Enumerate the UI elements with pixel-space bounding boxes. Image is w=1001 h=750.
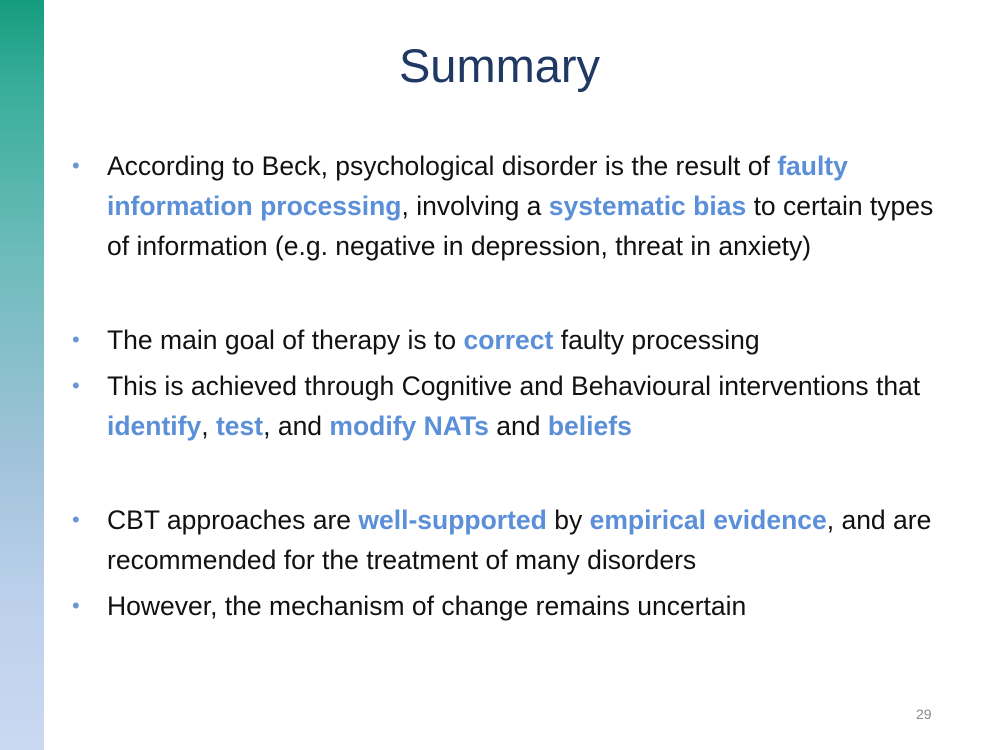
- bullet-4-text: [107, 505, 931, 575]
- highlight-term: modify NATs: [329, 411, 489, 441]
- bullet-text-part: by: [546, 505, 590, 535]
- bullet-item-2: [72, 320, 952, 360]
- bullet-1-text: [107, 151, 933, 261]
- bullet-text-part: The main goal of therapy is to: [107, 325, 464, 355]
- highlight-term: well-supported: [358, 505, 547, 535]
- bullet-text-part: This is achieved through Cognitive and Behavioural interventions that: [107, 371, 921, 401]
- bullet-text-part: CBT approaches are: [107, 505, 359, 535]
- bullet-text-part: , and are recommended for the treatment of many disorders: [107, 505, 932, 575]
- slide-title: Summary: [398, 39, 601, 92]
- highlight-term: empirical evidence: [589, 505, 827, 535]
- highlight-term: beliefs: [547, 411, 632, 441]
- bullet-5-text: [107, 591, 746, 621]
- bullet-text-part: , and: [263, 411, 330, 441]
- bullet-item-1: [72, 146, 952, 266]
- highlight-term: test: [215, 411, 264, 441]
- side-gradient-bar: [0, 0, 44, 750]
- bullet-2-text: [107, 325, 760, 355]
- highlight-term: faulty information processing: [107, 151, 848, 221]
- page-number: 29: [916, 706, 932, 722]
- bullet-list: [72, 146, 952, 626]
- bullet-text-part: and: [488, 411, 548, 441]
- bullet-text-part: , involving a: [401, 191, 549, 221]
- bullet-text-part: According to Beck, psychological disorder is the result of: [107, 151, 778, 181]
- bullet-text-part: to certain types of information (e.g. negative in depression, threat in anxiety): [107, 191, 934, 261]
- bullet-item-3: [72, 366, 952, 446]
- bullet-spacer: [72, 266, 952, 320]
- bullet-text-part: However, the mechanism of change remains uncertain: [107, 591, 747, 621]
- bullet-item-5: [72, 586, 952, 626]
- bullet-marker: •: [72, 593, 80, 618]
- highlight-term: systematic bias: [548, 191, 747, 221]
- bullet-3-text: [107, 371, 920, 441]
- bullet-text-part: ,: [201, 411, 216, 441]
- bullet-marker: •: [72, 373, 80, 398]
- bullet-marker: •: [72, 327, 80, 352]
- bullet-item-4: [72, 500, 952, 580]
- highlight-term: identify: [107, 411, 202, 441]
- highlight-term: correct: [463, 325, 554, 355]
- bullet-spacer: [72, 446, 952, 500]
- bullet-text-part: faulty processing: [553, 325, 760, 355]
- bullet-marker: •: [72, 153, 80, 178]
- bullet-marker: •: [72, 507, 80, 532]
